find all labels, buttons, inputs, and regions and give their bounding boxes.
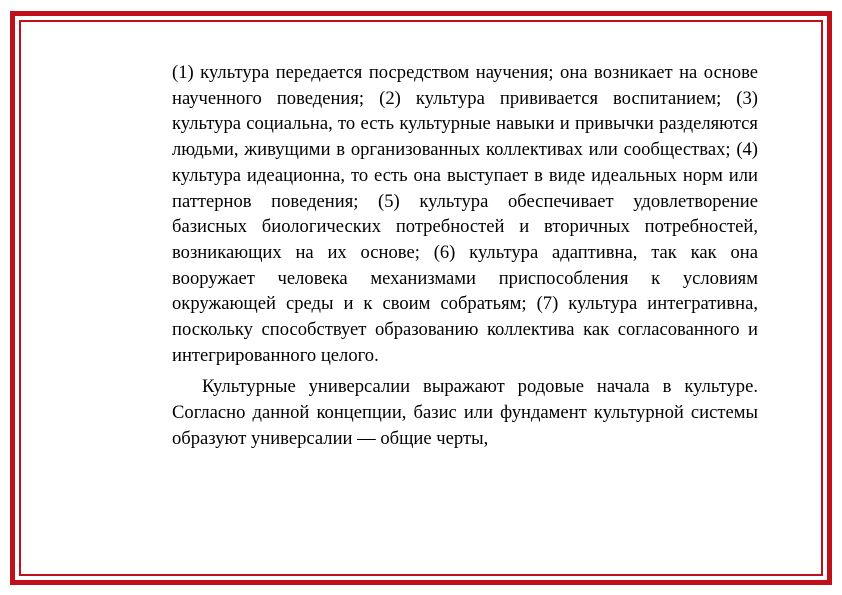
paragraph-culture-properties: (1) культура передается посредством научения; она возникает на основе наученного поведения; (2) культура прививается воспитанием; (3) культура социальна, то есть культурные навыки и привычки разделяются людьми, живущими в организованных коллективах или сообществах; (4) культура идеационна, то есть она выступает в виде идеальных норм или паттернов поведения; (5) культура обеспечивает удовлетворение базисных биологических потребностей и вторичных потребностей, возникающих на их основе; (6) культура адаптивна, так как она вооружает человека механизмами приспособления к условиям окружающей среды и к своим собратьям; (7) культура интегративна, поскольку способствует образованию коллектива как согласованного и интегрированного целого. <box>172 62 758 366</box>
slide-text-block <box>172 60 758 452</box>
paragraph-cultural-universals: Культурные универсалии выражают родовые начала в культуре. Согласно данной концепции, базис или фундамент культурной системы образуют универсалии — общие черты, <box>172 376 758 449</box>
